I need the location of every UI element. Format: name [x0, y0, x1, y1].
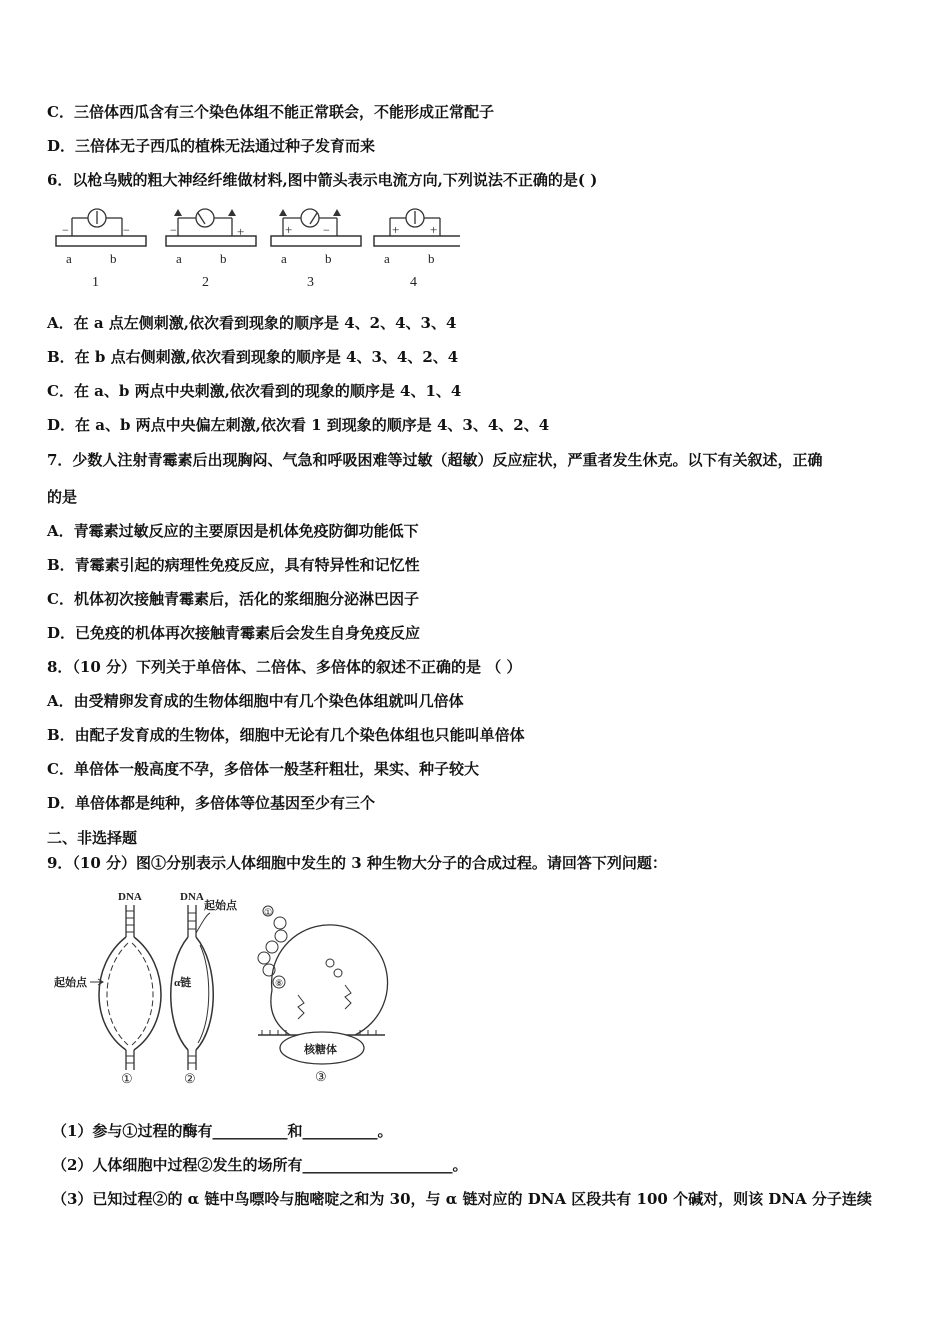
svg-text:α链: α链 [174, 977, 192, 989]
q6-panel-2 [166, 209, 256, 290]
svg-text:−: − [170, 223, 177, 237]
svg-text:a: a [281, 251, 287, 266]
q9-panel-3 [258, 906, 388, 1084]
q8-option-d: D．单倍体都是纯种，多倍体等位基因至少有三个 [47, 794, 376, 812]
q7-option-d: D．已免疫的机体再次接触青霉素后会发生自身免疫反应 [47, 624, 421, 642]
q6-nerve-figure [50, 200, 460, 295]
svg-text:+: + [285, 222, 293, 237]
svg-text:−: − [123, 223, 130, 237]
q5-option-d: D．三倍体无子西瓜的植株无法通过种子发育而来 [47, 137, 376, 155]
svg-text:2: 2 [202, 275, 209, 290]
q8-stem: 8．（10 分）下列关于单倍体、二倍体、多倍体的叙述不正确的是 （ ） [47, 658, 522, 676]
svg-text:b: b [110, 251, 117, 266]
q9-panel-2 [171, 891, 238, 1086]
svg-text:+: + [392, 222, 400, 237]
q7-option-c: C．机体初次接触青霉素后，活化的浆细胞分泌淋巴因子 [47, 590, 419, 608]
svg-text:起始点: 起始点 [54, 977, 87, 989]
q6-panel-3 [271, 209, 361, 290]
q9-stem: 9．（10 分）图①分别表示人体细胞中发生的 3 种生物大分子的合成过程。请回答下列问题： [47, 854, 667, 872]
q6-panel-1 [56, 209, 146, 290]
svg-text:b: b [220, 251, 227, 266]
svg-text:③: ③ [315, 1069, 327, 1084]
svg-text:①: ① [121, 1071, 133, 1086]
q9-synthesis-figure [50, 885, 390, 1090]
minus-sign: − [62, 223, 69, 237]
q7-stem-line1: 7．少数人注射青霉素后出现胸闷、气急和呼吸困难等过敏（超敏）反应症状，严重者发生休克。以下有关叙述，正确 [47, 451, 823, 469]
q6-option-d: D．在 a、b 两点中央偏左刺激,依次看 1 到现象的顺序是 4、3、4、2、4 [47, 416, 550, 434]
q9-panel-1 [54, 891, 161, 1086]
svg-text:b: b [325, 251, 332, 266]
q7-option-a: A．青霉素过敏反应的主要原因是机体免疫防御功能低下 [47, 522, 419, 540]
svg-text:DNA: DNA [118, 891, 142, 903]
q6-option-a: A．在 a 点左侧刺激,依次看到现象的顺序是 4、2、4、3、4 [47, 314, 457, 332]
svg-text:DNA: DNA [180, 891, 204, 903]
svg-text:a: a [384, 251, 390, 266]
svg-text:1: 1 [92, 275, 99, 290]
svg-text:a: a [66, 251, 72, 266]
q5-option-c: C．三倍体西瓜含有三个染色体组不能正常联会，不能形成正常配子 [47, 103, 494, 121]
q6-stem: 6．以枪乌贼的粗大神经纤维做材料,图中箭头表示电流方向,下列说法不正确的是( ) [47, 171, 598, 189]
q9-sub-3: （3）已知过程②的 α 链中鸟嘌呤与胞嘧啶之和为 30，与 α 链对应的 DNA 区段共有 100 个碱对，则该 DNA 分子连续 [52, 1190, 872, 1208]
svg-text:起始点: 起始点 [204, 900, 237, 912]
svg-text:−: − [323, 223, 330, 237]
q6-option-c: C．在 a、b 两点中央刺激,依次看到的现象的顺序是 4、1、4 [47, 382, 462, 400]
q9-sub-1: （1）参与①过程的酶有__________和__________。 [52, 1122, 393, 1140]
svg-text:核糖体: 核糖体 [304, 1044, 337, 1056]
q6-option-b: B．在 b 点右侧刺激,依次看到现象的顺序是 4、3、4、2、4 [47, 348, 459, 366]
svg-text:②: ② [184, 1071, 196, 1086]
svg-text:b: b [428, 251, 435, 266]
section-heading: 二、非选择题 [47, 829, 138, 847]
q9-sub-2: （2）人体细胞中过程②发生的场所有____________________。 [52, 1156, 468, 1174]
svg-text:①: ① [264, 907, 273, 917]
svg-text:⑧: ⑧ [275, 978, 284, 988]
svg-text:+: + [237, 224, 245, 239]
svg-text:a: a [176, 251, 182, 266]
q8-option-a: A．由受精卵发育成的生物体细胞中有几个染色体组就叫几倍体 [47, 692, 464, 710]
svg-text:+: + [430, 222, 438, 237]
q8-option-b: B．由配子发育成的生物体，细胞中无论有几个染色体组也只能叫单倍体 [47, 726, 525, 744]
q8-option-c: C．单倍体一般高度不孕，多倍体一般茎秆粗壮，果实、种子较大 [47, 760, 479, 778]
q7-stem-line2: 的是 [47, 488, 78, 506]
svg-text:3: 3 [307, 275, 314, 290]
q6-panel-4 [374, 209, 460, 290]
svg-text:4: 4 [410, 275, 417, 290]
q7-option-b: B．青霉素引起的病理性免疫反应，具有特异性和记忆性 [47, 556, 420, 574]
